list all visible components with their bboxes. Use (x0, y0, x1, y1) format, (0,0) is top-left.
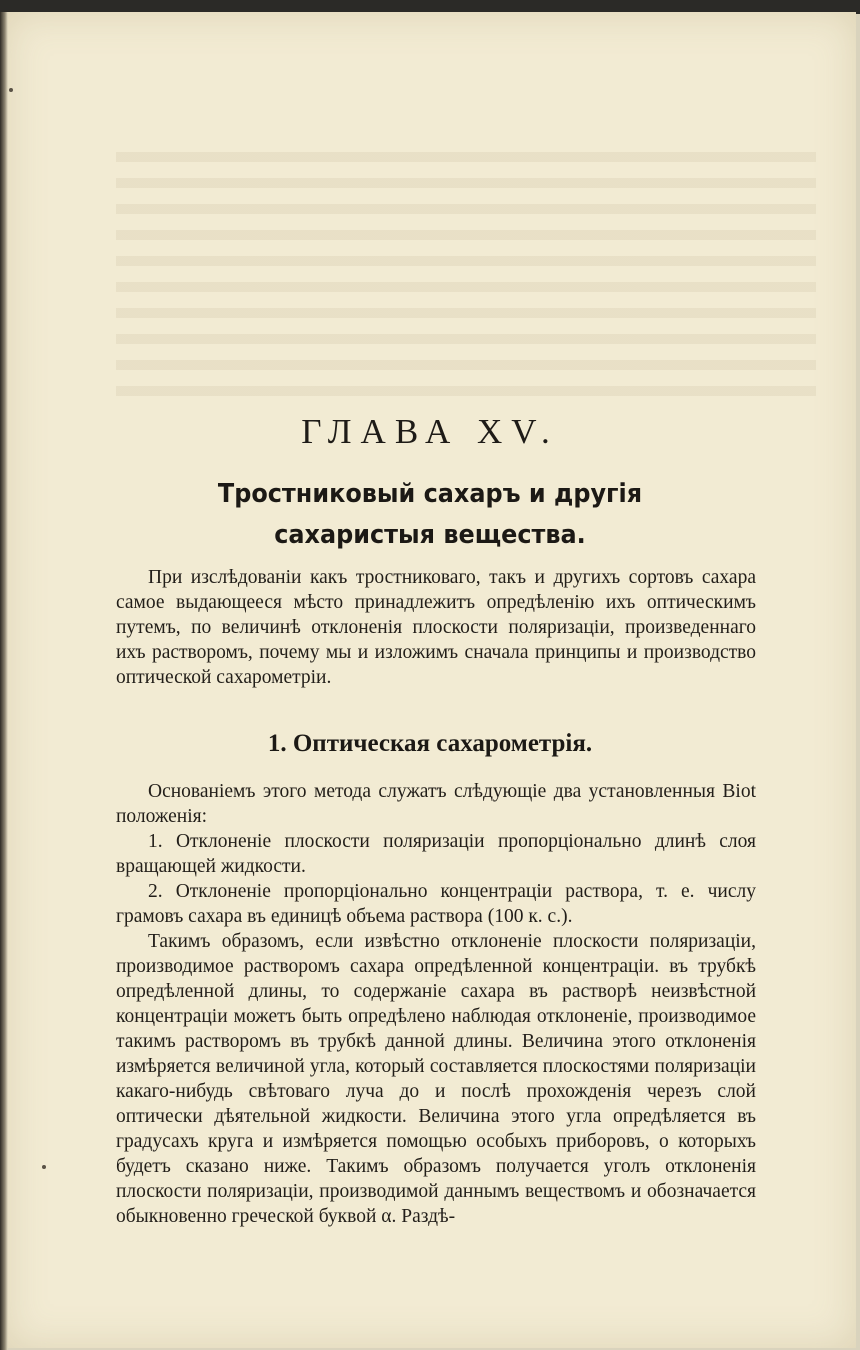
intro-paragraph (116, 565, 756, 690)
bleed-through-text (116, 152, 816, 412)
intro-text: При изслѣдованіи какъ тростниковаго, такъ и другихъ сортовъ сахара самое выдающееся мѣсто принадлежитъ опредѣленію ихъ оптическимъ путемъ, по величинѣ отклоненія плоскости поляризаціи, произведеннаго ихъ растворомъ, почему мы и изложимъ сначала принципы и производство оптической сахарометріи. (116, 567, 756, 688)
chapter-heading: ГЛАВА XV. (301, 412, 559, 451)
paragraph: Основаніемъ этого метода служатъ слѣдующіе два установленныя Biot положенія: (116, 781, 756, 827)
chapter-title: Тростниковый сахаръ и другія сахаристыя вещества. (217, 479, 643, 550)
paper-speck (42, 1165, 46, 1169)
paper-speck (9, 88, 13, 92)
book-spine-edge (0, 12, 8, 1350)
section-heading: 1. Оптическая сахарометрія. (267, 730, 593, 757)
paragraph: 1. Отклоненіе плоскости поляризаціи пропорціонально длинѣ слоя вращающей жидкости. (116, 831, 756, 877)
paragraph: Такимъ образомъ, если извѣстно отклоненіе плоскости поляризаціи, производимое растворомъ сахара опредѣленной концентраціи. въ трубкѣ опредѣленной длины, то содержаніе сахара въ растворѣ неизвѣстной концентраціи можетъ быть опредѣлено наблюдая отклоненіе, производимое такимъ растворомъ въ трубкѣ данной длины. Величина этого отклоненія измѣряется величиной угла, который составляется плоскостями поляризаціи какаго-нибудь свѣтоваго луча до и послѣ прохожденія черезъ слой оптически дѣятельной жидкости. Величина этого угла опредѣляется въ градусахъ круга и измѣряется помощью особыхъ приборовъ, о которыхъ будетъ сказано ниже. Такимъ образомъ получается уголъ отклоненія плоскости поляризаціи, производимой даннымъ веществомъ и обозначается обыкновенно греческой буквой α. Раздѣ- (116, 931, 756, 1227)
paragraph: 2. Отклоненіе пропорціонально концентраціи раствора, т. е. числу грамовъ сахара въ единицѣ объема раствора (100 к. с.). (116, 881, 756, 927)
section-body (116, 779, 756, 1229)
